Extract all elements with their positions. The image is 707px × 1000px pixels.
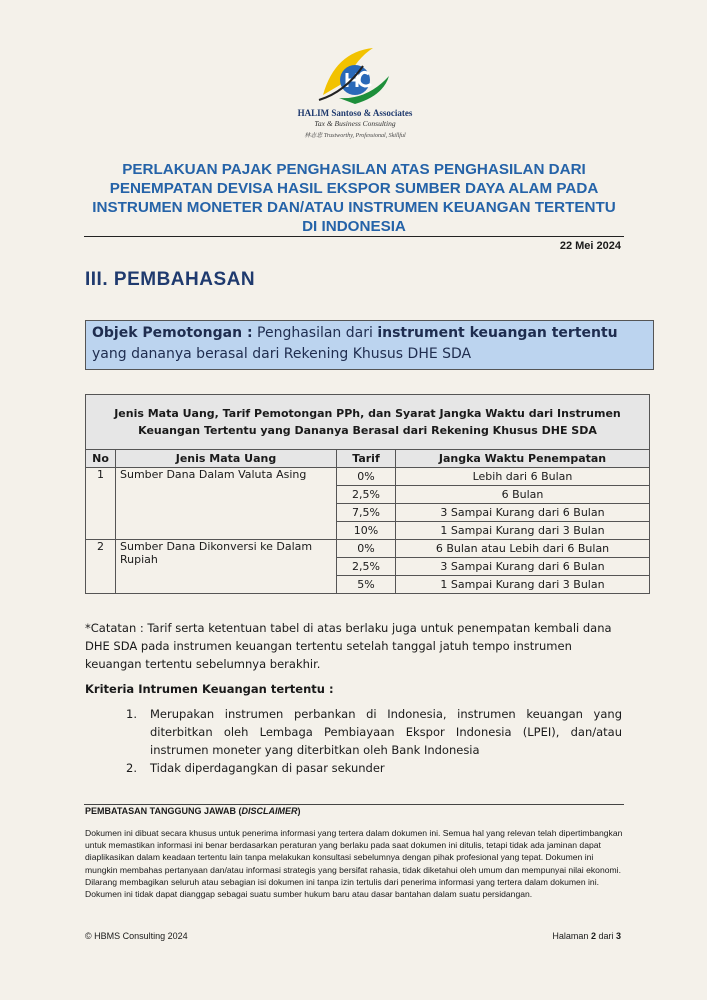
disclaimer-heading	[85, 806, 301, 816]
row-currency: Sumber Dana Dalam Valuta Asing	[116, 468, 337, 540]
table-row	[86, 540, 650, 558]
company-logo	[285, 40, 425, 142]
footer-page-number	[552, 931, 621, 941]
criteria-heading: Kriteria Intrumen Keuangan tertentu :	[85, 682, 334, 696]
page-prefix: Halaman	[552, 931, 591, 941]
page-mid: dari	[595, 931, 616, 941]
row-rate: 2,5%	[337, 558, 396, 576]
row-term: Lebih dari 6 Bulan	[396, 468, 650, 486]
row-term: 1 Sampai Kurang dari 3 Bulan	[396, 576, 650, 594]
disclaimer-heading-text: PEMBATASAN TANGGUNG JAWAB (	[85, 806, 242, 816]
row-no: 1	[86, 468, 116, 540]
row-term: 3 Sampai Kurang dari 6 Bulan	[396, 504, 650, 522]
row-rate: 10%	[337, 522, 396, 540]
row-currency: Sumber Dana Dikonversi ke Dalam Rupiah	[116, 540, 337, 594]
section-heading: III. PEMBAHASAN	[85, 269, 256, 290]
logo-tagline: 林志忠 Trustworthy, Professional, Skillful	[304, 133, 406, 139]
row-term: 6 Bulan	[396, 486, 650, 504]
row-no: 2	[86, 540, 116, 594]
list-item-text: Tidak diperdagangkan di pasar sekunder	[150, 761, 385, 775]
page-current: 2	[590, 931, 596, 941]
row-rate: 7,5%	[337, 504, 396, 522]
tariff-table	[85, 394, 650, 594]
header-rate: Tarif	[337, 450, 396, 468]
table-caption: Jenis Mata Uang, Tarif Pemotongan PPh, dan Syarat Jangka Waktu dari Instrumen Keuangan Tertentu yang Dananya Berasal dari Rekening Khusus DHE SDA	[86, 395, 650, 450]
objek-label: Objek Pemotongan :	[92, 325, 253, 341]
objek-text-2: yang dananya berasal dari Rekening Khusus DHE SDA	[92, 346, 472, 362]
row-rate: 0%	[337, 468, 396, 486]
disclaimer-divider	[84, 804, 624, 805]
row-rate: 0%	[337, 540, 396, 558]
document-date: 22 Mei 2024	[559, 240, 621, 252]
list-item	[126, 759, 622, 777]
list-item-text: Merupakan instrumen perbankan di Indonesia, instrumen keuangan yang diterbitkan oleh Lembaga Pembiayaan Ekspor Indonesia (LPEI), dan/atau instrumen moneter yang diterbitkan oleh Bank Indonesia	[150, 707, 622, 757]
disclaimer-text: Dokumen ini dibuat secara khusus untuk penerima informasi yang tertera dalam dokumen ini. Semua hal yang relevan telah dipertimbangkan untuk memastikan informasi ini benar berdasarkan peraturan yang berlaku pada saat dokumen ini ditulis, tetapi tidak ada jaminan dapat diaplikasikan dalam keadaan tertentu lain tanpa melakukan konsultasi sebelumnya dengan pihak profesional yang tepat. Dokumen ini mungkin membahas pertanyaan dan/atau informasi strategis yang bersifat rahasia, tidak diketahui oleh umum dan mempunyai nilai ekonomi. Dilarang membagikan seluruh atau sebagian isi dokumen ini tanpa izin tertulis dari penerima informasi yang tertera dalam dokumen ini. Dokumen ini tidak dapat dianggap sebagai suatu sumber hukum baru atau dasar bantahan dalam suatu persidangan.	[85, 828, 623, 900]
logo-subtitle: Tax & Business Consulting	[314, 119, 396, 128]
table-note: *Catatan : Tarif serta ketentuan tabel di atas berlaku juga untuk penempatan kembali dana DHE SDA pada instrumen keuangan tertentu setelah tanggal jatuh tempo instrumen keuangan tertentu sebelumnya berakhir.	[85, 621, 612, 671]
header-term: Jangka Waktu Penempatan	[396, 450, 650, 468]
disclaimer-heading-em: DISCLAIMER	[241, 806, 298, 816]
disclaimer-heading-end: )	[297, 806, 301, 816]
table-row	[86, 468, 650, 486]
logo-emblem-icon	[305, 40, 405, 108]
document-title: PERLAKUAN PAJAK PENGHASILAN ATAS PENGHASILAN DARI PENEMPATAN DEVISA HASIL EKSPOR SUMBER DAYA ALAM PADA INSTRUMEN MONETER DAN/ATAU INSTRUMEN KEUANGAN TERTENTU DI INDONESIA	[92, 161, 616, 235]
list-item-number: 2.	[126, 761, 137, 775]
logo-firm-name: HALIM Santoso & Associates	[297, 108, 413, 118]
objek-text-1: Penghasilan dari	[252, 325, 378, 341]
row-term: 6 Bulan atau Lebih dari 6 Bulan	[396, 540, 650, 558]
list-item-number: 1.	[126, 707, 137, 721]
footer-copyright: © HBMS Consulting 2024	[85, 931, 188, 941]
objek-highlight: instrument keuangan tertentu	[377, 325, 618, 341]
table-header-row	[86, 450, 650, 468]
row-rate: 5%	[337, 576, 396, 594]
criteria-list	[126, 705, 622, 777]
header-currency: Jenis Mata Uang	[116, 450, 337, 468]
objek-pemotongan-box	[85, 320, 654, 370]
row-term: 1 Sampai Kurang dari 3 Bulan	[396, 522, 650, 540]
list-item	[126, 705, 622, 759]
title-divider	[84, 236, 624, 237]
row-term: 3 Sampai Kurang dari 6 Bulan	[396, 558, 650, 576]
row-rate: 2,5%	[337, 486, 396, 504]
page-total: 3	[615, 931, 621, 941]
header-no: No	[86, 450, 116, 468]
